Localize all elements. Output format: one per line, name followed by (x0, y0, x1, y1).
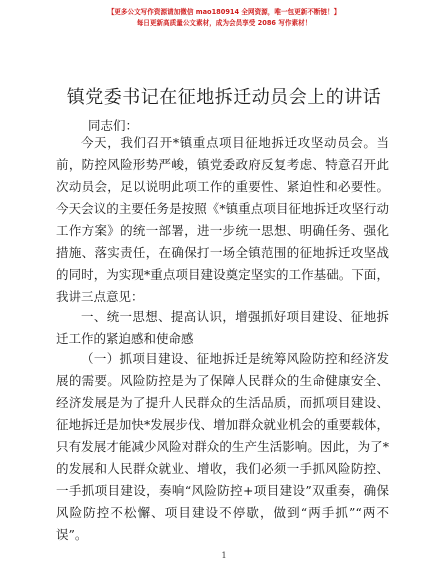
document-title: 镇党委书记在征地拆迁动员会上的讲话 (66, 87, 382, 108)
banner-line-2: 每日更新高质量公文素材，成为会员享受 2086 写作素材！ (136, 19, 312, 27)
body-paragraph-1: 今天，我们召开*镇重点项目征地拆迁攻坚动员会。当前，防控风险形势严峻，镇党委政府反复考虑、特意召开此次动员会，足以说明此项工作的重要性、紧迫性和必要性。今天会议的主要任务是按照《*镇重点项目征地拆迁攻坚行动工作方案》的统一部署，进一步统一思想、明确任务、强化措施、落实责任，在确保打一场全镇范围的征地拆迁攻坚战的同时，为实现*重点项目建设奠定坚实的工作基础。下面，我讲三点意见： (56, 135, 389, 304)
section-heading-1: 一、统一思想、提高认识，增强抓好项目建设、征地拆迁工作的紧迫感和使命感 (56, 309, 389, 346)
body-paragraph-2: （一）抓项目建设、征地拆迁是统筹风险防控和经济发展的需要。风险防控是为了保障人民群众的生命健康安全、经济发展是为了提升人民群众的生活品质，而抓项目建设、征地拆迁是加快*发展步伐、增加群众就业机会的重要载体，只有发展才能减少风险对群众的生产生活影响。因此，为了*的发展和人民群众就业、增收，我们必须一手抓风险防控、一手抓项目建设，奏响“风险防控+项目建设”双重奏，确保风险防控不松懈、项目建设不停歇，做到“两手抓”“两不误”。 (56, 351, 389, 542)
promo-banner (0, 8, 448, 28)
banner-line-1: 【更多公文写作资源请加微信 mao180914 全网资源，唯一包更新不断链！】 (107, 8, 341, 16)
page-number: 1 (221, 551, 227, 560)
greeting: 同志们： (88, 118, 139, 133)
